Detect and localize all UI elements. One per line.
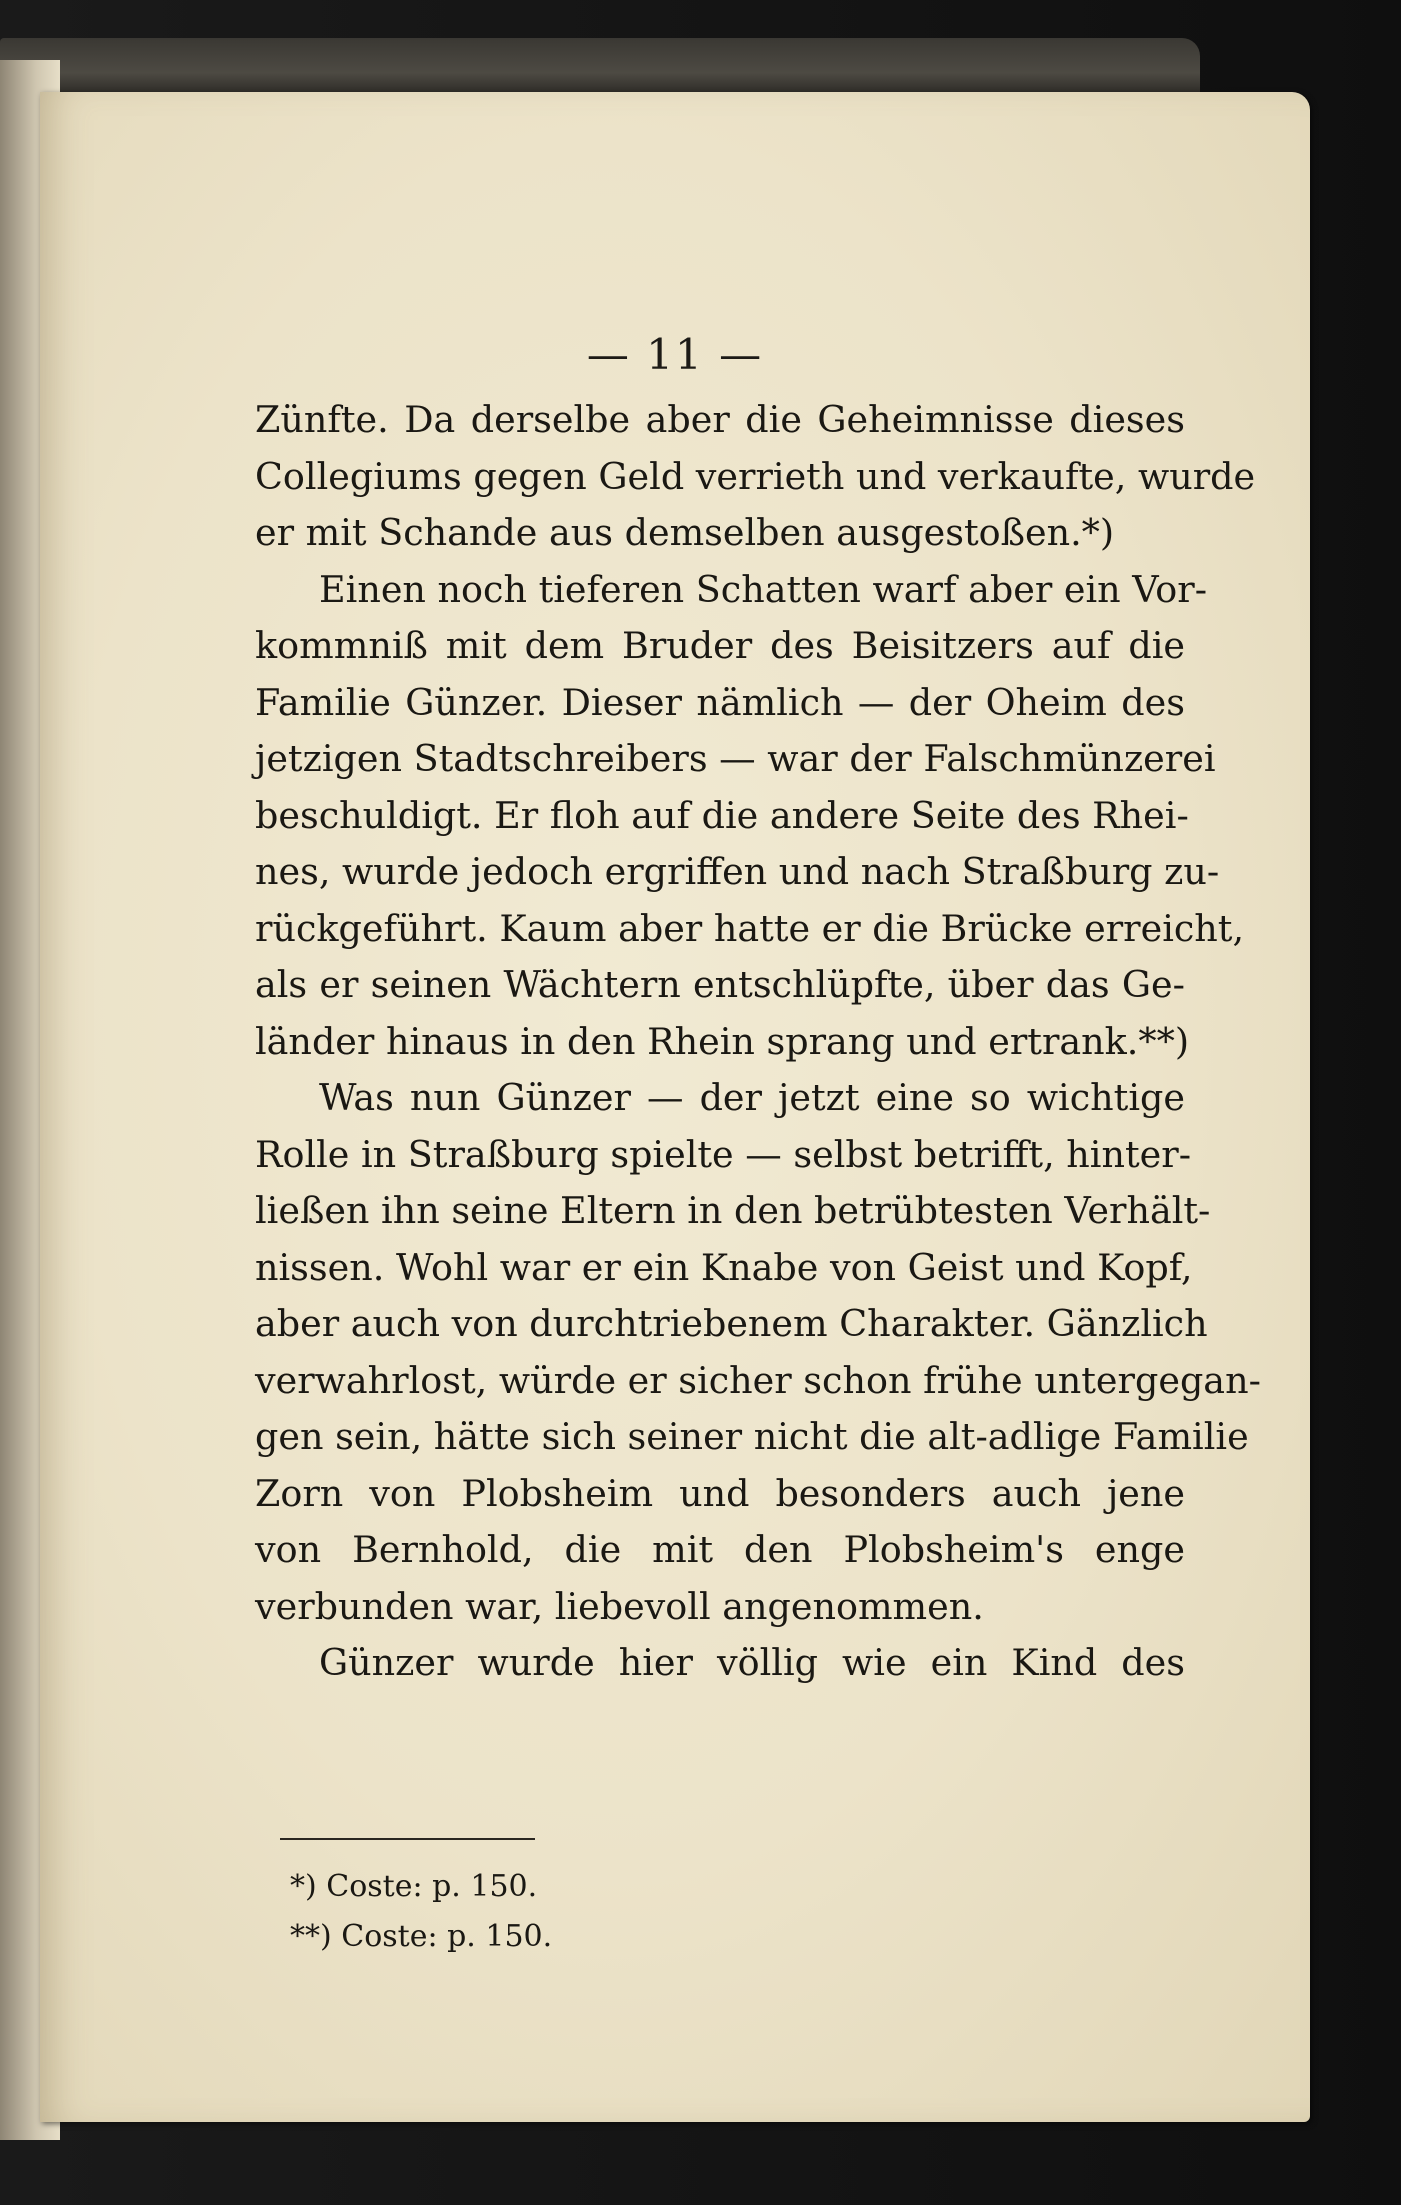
footnote: *) Coste: p. 150. bbox=[290, 1869, 538, 1904]
text-line: als er seinen Wächtern entschlüpfte, über das Ge- bbox=[255, 963, 1185, 1006]
text-line: jetzigen Stadtschreibers — war der Falschmünzerei bbox=[255, 737, 1216, 780]
text-line: beschuldigt. Er floh auf die andere Seite des Rhei- bbox=[255, 793, 1189, 837]
footnote-divider bbox=[280, 1838, 535, 1840]
footnote: **) Coste: p. 150. bbox=[290, 1919, 553, 1954]
text-line: verwahrlost, würde er sicher schon frühe untergegan- bbox=[255, 1358, 1261, 1402]
page-number: — 11 — bbox=[586, 330, 764, 379]
text-line: Was nun Günzer — der jetzt eine so wichtige bbox=[319, 1076, 1185, 1119]
text-line: von Bernhold, die mit den Plobsheim's enge bbox=[255, 1528, 1185, 1571]
text-line: gen sein, hätte sich seiner nicht die alt-adlige Familie bbox=[255, 1415, 1249, 1458]
text-line: Zünfte. Da derselbe aber die Geheimnisse dieses bbox=[255, 398, 1185, 441]
text-line: nes, wurde jedoch ergriffen und nach Straßburg zu- bbox=[255, 850, 1220, 893]
body-text bbox=[255, 392, 1261, 1692]
text-line: er mit Schande aus demselben ausgestoßen.*) bbox=[255, 511, 1115, 554]
text-line: aber auch von durchtriebenem Charakter. Gänzlich bbox=[255, 1302, 1208, 1345]
book-page bbox=[40, 92, 1310, 2122]
text-line: Einen noch tieferen Schatten warf aber ein Vor- bbox=[319, 567, 1208, 611]
text-line: Günzer wurde hier völlig wie ein Kind des bbox=[319, 1641, 1185, 1684]
text-line: Collegiums gegen Geld verrieth und verkaufte, wurde bbox=[255, 454, 1256, 498]
text-line: nissen. Wohl war er ein Knabe von Geist und Kopf, bbox=[255, 1245, 1193, 1289]
text-line: Rolle in Straßburg spielte — selbst betrifft, hinter- bbox=[255, 1132, 1192, 1176]
text-line: Zorn von Plobsheim und besonders auch jene bbox=[255, 1471, 1185, 1515]
text-line: kommniß mit dem Bruder des Beisitzers auf die bbox=[255, 624, 1185, 667]
text-line: rückgeführt. Kaum aber hatte er die Brücke erreicht, bbox=[255, 906, 1245, 950]
text-line: Familie Günzer. Dieser nämlich — der Oheim des bbox=[255, 680, 1185, 724]
text-line: ließen ihn seine Eltern in den betrübtesten Verhält- bbox=[255, 1189, 1211, 1232]
text-line: verbunden war, liebevoll angenommen. bbox=[255, 1584, 984, 1628]
footnotes bbox=[290, 1862, 552, 1962]
book-top-edge bbox=[0, 38, 1200, 96]
text-line: länder hinaus in den Rhein sprang und ertrank.**) bbox=[255, 1019, 1190, 1063]
